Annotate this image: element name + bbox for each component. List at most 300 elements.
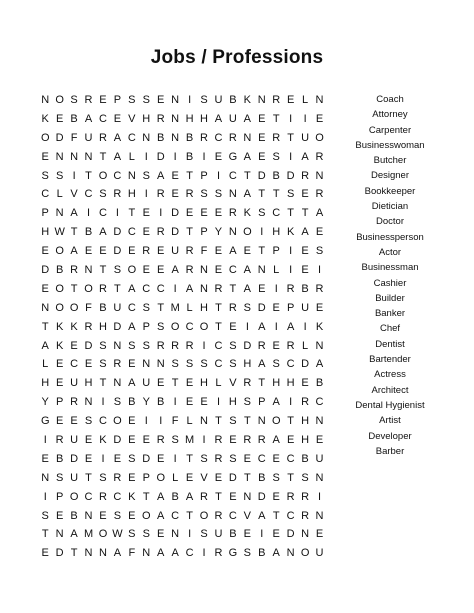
grid-letter[interactable]: S: [272, 471, 280, 484]
grid-letter[interactable]: N: [243, 131, 252, 144]
grid-letter[interactable]: R: [156, 112, 165, 125]
grid-letter[interactable]: A: [272, 396, 280, 409]
grid-letter[interactable]: R: [214, 547, 223, 560]
grid-letter[interactable]: S: [113, 509, 122, 522]
grid-letter[interactable]: N: [171, 528, 180, 541]
grid-letter[interactable]: S: [41, 169, 49, 182]
grid-letter[interactable]: S: [70, 93, 78, 106]
grid-letter[interactable]: N: [156, 358, 165, 371]
grid-letter[interactable]: T: [287, 207, 295, 220]
grid-letter[interactable]: S: [200, 188, 208, 201]
grid-letter[interactable]: R: [98, 282, 107, 295]
grid-letter[interactable]: R: [272, 131, 281, 144]
grid-letter[interactable]: R: [257, 433, 266, 446]
grid-letter[interactable]: R: [142, 245, 151, 258]
grid-letter[interactable]: R: [185, 263, 194, 276]
grid-letter[interactable]: I: [289, 263, 293, 276]
grid-letter[interactable]: N: [257, 263, 266, 276]
grid-letter[interactable]: I: [202, 433, 206, 446]
grid-letter[interactable]: E: [128, 415, 136, 428]
grid-letter[interactable]: U: [70, 377, 79, 390]
grid-letter[interactable]: A: [185, 282, 194, 295]
grid-letter[interactable]: B: [315, 377, 324, 390]
grid-letter[interactable]: S: [99, 188, 107, 201]
grid-letter[interactable]: D: [55, 547, 64, 560]
grid-letter[interactable]: N: [200, 263, 208, 276]
grid-letter[interactable]: E: [55, 415, 64, 428]
grid-letter[interactable]: E: [185, 207, 194, 220]
grid-letter[interactable]: C: [84, 490, 93, 503]
grid-letter[interactable]: S: [286, 188, 295, 201]
grid-letter[interactable]: C: [257, 452, 266, 465]
grid-letter[interactable]: N: [84, 263, 93, 276]
grid-letter[interactable]: C: [214, 358, 223, 371]
grid-letter[interactable]: R: [84, 320, 93, 333]
grid-letter[interactable]: E: [99, 509, 107, 522]
grid-letter[interactable]: F: [171, 415, 179, 428]
grid-letter[interactable]: R: [200, 131, 208, 144]
grid-letter[interactable]: B: [185, 150, 194, 163]
grid-letter[interactable]: L: [302, 339, 309, 352]
grid-letter[interactable]: H: [301, 433, 310, 446]
grid-letter[interactable]: E: [41, 452, 49, 465]
grid-letter[interactable]: O: [84, 282, 93, 295]
grid-letter[interactable]: N: [55, 528, 64, 541]
grid-letter[interactable]: R: [113, 188, 122, 201]
grid-letter[interactable]: N: [142, 358, 151, 371]
grid-letter[interactable]: O: [127, 263, 137, 276]
grid-letter[interactable]: O: [98, 169, 108, 182]
grid-letter[interactable]: R: [286, 282, 295, 295]
grid-letter[interactable]: B: [301, 282, 309, 295]
grid-letter[interactable]: B: [70, 112, 78, 125]
grid-letter[interactable]: A: [157, 490, 165, 503]
grid-letter[interactable]: T: [41, 320, 49, 333]
grid-letter[interactable]: I: [318, 263, 322, 276]
grid-letter[interactable]: D: [156, 150, 165, 163]
grid-letter[interactable]: C: [272, 207, 281, 220]
grid-letter[interactable]: T: [243, 471, 251, 484]
grid-letter[interactable]: I: [144, 150, 148, 163]
grid-letter[interactable]: A: [214, 112, 223, 125]
grid-letter[interactable]: A: [171, 547, 179, 560]
grid-letter[interactable]: R: [286, 490, 295, 503]
grid-letter[interactable]: D: [55, 131, 64, 144]
grid-letter[interactable]: A: [70, 207, 78, 220]
grid-letter[interactable]: I: [43, 490, 47, 503]
grid-letter[interactable]: A: [301, 150, 309, 163]
grid-letter[interactable]: E: [185, 377, 194, 390]
grid-letter[interactable]: D: [142, 452, 151, 465]
grid-letter[interactable]: I: [43, 433, 47, 446]
grid-letter[interactable]: R: [315, 150, 324, 163]
grid-letter[interactable]: B: [157, 131, 165, 144]
grid-letter[interactable]: N: [41, 93, 50, 106]
grid-letter[interactable]: N: [84, 509, 93, 522]
grid-letter[interactable]: E: [157, 528, 165, 541]
grid-letter[interactable]: Y: [41, 396, 49, 409]
grid-letter[interactable]: U: [70, 433, 79, 446]
grid-letter[interactable]: C: [98, 415, 107, 428]
grid-letter[interactable]: R: [185, 245, 194, 258]
grid-letter[interactable]: R: [286, 339, 295, 352]
grid-letter[interactable]: A: [99, 226, 107, 239]
grid-letter[interactable]: I: [115, 207, 119, 220]
grid-letter[interactable]: N: [200, 282, 208, 295]
grid-letter[interactable]: U: [315, 547, 324, 560]
grid-letter[interactable]: N: [228, 226, 237, 239]
grid-letter[interactable]: N: [142, 131, 151, 144]
grid-letter[interactable]: E: [55, 509, 64, 522]
grid-letter[interactable]: S: [55, 169, 64, 182]
grid-letter[interactable]: B: [157, 396, 165, 409]
grid-letter[interactable]: T: [215, 415, 222, 428]
grid-letter[interactable]: E: [171, 188, 179, 201]
grid-letter[interactable]: T: [243, 169, 251, 182]
grid-letter[interactable]: B: [55, 452, 64, 465]
grid-letter[interactable]: C: [127, 131, 136, 144]
grid-letter[interactable]: U: [301, 301, 310, 314]
grid-letter[interactable]: O: [55, 93, 64, 106]
grid-letter[interactable]: P: [200, 169, 208, 182]
grid-letter[interactable]: N: [113, 339, 122, 352]
grid-letter[interactable]: D: [257, 169, 266, 182]
grid-letter[interactable]: N: [84, 396, 93, 409]
grid-letter[interactable]: Y: [142, 396, 150, 409]
grid-letter[interactable]: N: [41, 471, 50, 484]
grid-letter[interactable]: A: [41, 339, 49, 352]
grid-letter[interactable]: D: [243, 339, 252, 352]
grid-letter[interactable]: C: [127, 226, 136, 239]
grid-letter[interactable]: N: [127, 169, 136, 182]
grid-letter[interactable]: E: [258, 131, 266, 144]
grid-letter[interactable]: A: [243, 263, 252, 276]
grid-letter[interactable]: V: [70, 188, 78, 201]
grid-letter[interactable]: H: [142, 112, 151, 125]
grid-letter[interactable]: O: [271, 415, 281, 428]
grid-letter[interactable]: S: [301, 471, 309, 484]
grid-letter[interactable]: I: [144, 188, 148, 201]
grid-letter[interactable]: N: [171, 112, 180, 125]
grid-letter[interactable]: T: [70, 226, 78, 239]
grid-letter[interactable]: R: [228, 131, 237, 144]
grid-letter[interactable]: S: [214, 188, 223, 201]
grid-letter[interactable]: E: [185, 396, 194, 409]
grid-letter[interactable]: E: [258, 150, 266, 163]
grid-letter[interactable]: T: [215, 301, 222, 314]
grid-letter[interactable]: I: [202, 150, 206, 163]
grid-letter[interactable]: W: [54, 226, 65, 239]
grid-letter[interactable]: A: [113, 131, 122, 144]
grid-letter[interactable]: U: [228, 112, 237, 125]
grid-letter[interactable]: D: [228, 471, 237, 484]
grid-letter[interactable]: T: [258, 377, 266, 390]
grid-letter[interactable]: T: [272, 509, 280, 522]
grid-letter[interactable]: I: [173, 150, 177, 163]
grid-letter[interactable]: S: [157, 320, 165, 333]
grid-letter[interactable]: F: [85, 301, 92, 314]
grid-letter[interactable]: L: [273, 263, 280, 276]
grid-letter[interactable]: E: [243, 245, 252, 258]
grid-letter[interactable]: E: [157, 93, 165, 106]
grid-letter[interactable]: E: [41, 150, 49, 163]
grid-letter[interactable]: R: [315, 282, 324, 295]
grid-letter[interactable]: R: [301, 490, 310, 503]
grid-letter[interactable]: T: [287, 415, 295, 428]
grid-letter[interactable]: H: [301, 415, 310, 428]
grid-letter[interactable]: R: [55, 433, 64, 446]
grid-letter[interactable]: S: [258, 207, 266, 220]
grid-letter[interactable]: R: [214, 509, 223, 522]
grid-letter[interactable]: I: [260, 528, 264, 541]
grid-letter[interactable]: I: [274, 282, 278, 295]
grid-letter[interactable]: L: [128, 150, 135, 163]
grid-letter[interactable]: E: [142, 207, 150, 220]
grid-letter[interactable]: N: [243, 490, 252, 503]
grid-letter[interactable]: T: [99, 263, 107, 276]
grid-letter[interactable]: T: [41, 528, 49, 541]
grid-letter[interactable]: T: [186, 452, 193, 465]
grid-letter[interactable]: R: [156, 433, 165, 446]
grid-letter[interactable]: K: [128, 490, 136, 503]
grid-letter[interactable]: R: [70, 396, 79, 409]
grid-letter[interactable]: C: [228, 509, 237, 522]
grid-letter[interactable]: E: [157, 377, 165, 390]
grid-letter[interactable]: S: [272, 358, 280, 371]
grid-letter[interactable]: W: [112, 528, 123, 541]
grid-letter[interactable]: U: [142, 377, 151, 390]
grid-letter[interactable]: B: [258, 547, 266, 560]
grid-letter[interactable]: K: [70, 320, 78, 333]
grid-letter[interactable]: S: [142, 339, 150, 352]
grid-letter[interactable]: S: [229, 415, 237, 428]
grid-letter[interactable]: T: [114, 282, 121, 295]
grid-letter[interactable]: N: [98, 547, 107, 560]
grid-letter[interactable]: E: [84, 245, 93, 258]
grid-letter[interactable]: A: [286, 320, 295, 333]
grid-letter[interactable]: I: [289, 245, 293, 258]
grid-letter[interactable]: T: [186, 169, 193, 182]
grid-letter[interactable]: A: [128, 377, 136, 390]
grid-letter[interactable]: T: [128, 207, 136, 220]
grid-letter[interactable]: R: [243, 377, 252, 390]
grid-letter[interactable]: R: [98, 131, 107, 144]
grid-letter[interactable]: U: [214, 528, 223, 541]
grid-letter[interactable]: E: [142, 263, 150, 276]
grid-letter[interactable]: I: [87, 207, 91, 220]
grid-letter[interactable]: O: [40, 131, 50, 144]
grid-letter[interactable]: E: [55, 112, 64, 125]
grid-letter[interactable]: E: [41, 282, 49, 295]
grid-letter[interactable]: N: [286, 547, 295, 560]
grid-letter[interactable]: V: [229, 377, 237, 390]
grid-letter[interactable]: G: [228, 547, 238, 560]
grid-letter[interactable]: I: [260, 226, 264, 239]
grid-letter[interactable]: R: [301, 169, 310, 182]
grid-letter[interactable]: B: [301, 452, 309, 465]
grid-letter[interactable]: S: [128, 528, 136, 541]
grid-letter[interactable]: E: [315, 528, 324, 541]
grid-letter[interactable]: I: [318, 490, 322, 503]
grid-letter[interactable]: P: [142, 320, 150, 333]
grid-letter[interactable]: R: [156, 226, 165, 239]
grid-letter[interactable]: U: [214, 93, 223, 106]
grid-letter[interactable]: S: [272, 150, 280, 163]
grid-letter[interactable]: H: [200, 377, 208, 390]
grid-letter[interactable]: R: [214, 433, 223, 446]
grid-letter[interactable]: R: [228, 207, 237, 220]
grid-letter[interactable]: N: [113, 377, 122, 390]
grid-letter[interactable]: N: [171, 93, 180, 106]
grid-letter[interactable]: A: [113, 547, 122, 560]
grid-letter[interactable]: S: [128, 452, 136, 465]
grid-letter[interactable]: A: [157, 509, 165, 522]
grid-letter[interactable]: T: [186, 509, 193, 522]
grid-letter[interactable]: A: [258, 509, 266, 522]
grid-letter[interactable]: S: [142, 301, 150, 314]
grid-letter[interactable]: C: [228, 169, 237, 182]
grid-letter[interactable]: D: [113, 226, 122, 239]
grid-letter[interactable]: S: [229, 358, 237, 371]
grid-letter[interactable]: B: [99, 301, 107, 314]
grid-letter[interactable]: L: [302, 93, 309, 106]
grid-letter[interactable]: T: [186, 226, 193, 239]
grid-letter[interactable]: E: [214, 471, 223, 484]
grid-letter[interactable]: T: [215, 490, 222, 503]
grid-letter[interactable]: T: [99, 150, 107, 163]
grid-letter[interactable]: E: [128, 471, 136, 484]
grid-letter[interactable]: U: [171, 245, 180, 258]
grid-letter[interactable]: R: [185, 188, 194, 201]
grid-letter[interactable]: N: [55, 207, 64, 220]
grid-letter[interactable]: M: [83, 528, 94, 541]
grid-letter[interactable]: E: [70, 339, 78, 352]
grid-letter[interactable]: D: [301, 358, 310, 371]
grid-letter[interactable]: A: [272, 433, 280, 446]
grid-letter[interactable]: O: [156, 471, 165, 484]
grid-letter[interactable]: H: [98, 320, 107, 333]
grid-letter[interactable]: S: [243, 301, 252, 314]
grid-letter[interactable]: A: [84, 112, 93, 125]
grid-letter[interactable]: P: [286, 301, 295, 314]
grid-letter[interactable]: B: [185, 131, 194, 144]
grid-letter[interactable]: U: [70, 471, 79, 484]
grid-letter[interactable]: A: [243, 188, 252, 201]
grid-letter[interactable]: N: [41, 301, 50, 314]
grid-letter[interactable]: A: [315, 207, 324, 220]
grid-letter[interactable]: E: [315, 433, 324, 446]
grid-letter[interactable]: T: [272, 112, 280, 125]
grid-letter[interactable]: N: [315, 415, 324, 428]
grid-letter[interactable]: F: [200, 245, 208, 258]
grid-letter[interactable]: R: [185, 339, 194, 352]
grid-letter[interactable]: H: [127, 188, 136, 201]
grid-letter[interactable]: B: [229, 93, 237, 106]
grid-letter[interactable]: T: [258, 245, 266, 258]
grid-letter[interactable]: T: [70, 282, 78, 295]
grid-letter[interactable]: O: [300, 547, 310, 560]
grid-letter[interactable]: P: [272, 245, 280, 258]
grid-letter[interactable]: D: [113, 433, 122, 446]
grid-letter[interactable]: S: [200, 358, 208, 371]
grid-letter[interactable]: N: [142, 547, 151, 560]
grid-letter[interactable]: H: [84, 377, 93, 390]
grid-letter[interactable]: H: [41, 226, 50, 239]
grid-letter[interactable]: R: [113, 471, 122, 484]
grid-letter[interactable]: A: [258, 358, 266, 371]
grid-letter[interactable]: C: [171, 509, 180, 522]
grid-letter[interactable]: P: [113, 93, 122, 106]
grid-letter[interactable]: A: [128, 320, 136, 333]
grid-letter[interactable]: V: [200, 471, 208, 484]
grid-letter[interactable]: L: [42, 358, 49, 371]
grid-letter[interactable]: E: [286, 93, 295, 106]
grid-letter[interactable]: E: [171, 169, 179, 182]
grid-letter[interactable]: N: [315, 169, 324, 182]
grid-letter[interactable]: R: [70, 263, 79, 276]
grid-letter[interactable]: C: [214, 131, 223, 144]
grid-letter[interactable]: C: [113, 490, 122, 503]
grid-letter[interactable]: T: [229, 282, 237, 295]
grid-letter[interactable]: E: [41, 245, 49, 258]
grid-letter[interactable]: T: [243, 415, 251, 428]
grid-letter[interactable]: M: [185, 433, 195, 446]
grid-letter[interactable]: N: [315, 509, 324, 522]
grid-letter[interactable]: R: [301, 396, 310, 409]
grid-letter[interactable]: T: [85, 169, 92, 182]
grid-letter[interactable]: O: [55, 245, 64, 258]
grid-letter[interactable]: I: [173, 452, 177, 465]
grid-letter[interactable]: B: [258, 471, 266, 484]
grid-letter[interactable]: I: [303, 112, 307, 125]
grid-letter[interactable]: V: [128, 112, 136, 125]
grid-letter[interactable]: N: [70, 150, 79, 163]
grid-letter[interactable]: O: [113, 415, 122, 428]
grid-letter[interactable]: I: [159, 415, 163, 428]
grid-letter[interactable]: E: [142, 433, 150, 446]
grid-letter[interactable]: E: [272, 301, 280, 314]
grid-letter[interactable]: R: [84, 93, 93, 106]
grid-letter[interactable]: O: [98, 528, 108, 541]
grid-letter[interactable]: L: [186, 415, 193, 428]
grid-letter[interactable]: S: [185, 358, 194, 371]
grid-letter[interactable]: E: [315, 226, 324, 239]
grid-letter[interactable]: S: [128, 339, 136, 352]
grid-letter[interactable]: H: [286, 377, 295, 390]
grid-letter[interactable]: E: [99, 93, 107, 106]
grid-letter[interactable]: R: [315, 188, 324, 201]
grid-letter[interactable]: F: [70, 131, 78, 144]
grid-letter[interactable]: S: [243, 396, 252, 409]
grid-letter[interactable]: R: [257, 339, 266, 352]
grid-letter[interactable]: I: [72, 169, 76, 182]
grid-letter[interactable]: I: [216, 396, 220, 409]
grid-letter[interactable]: T: [301, 207, 309, 220]
grid-letter[interactable]: E: [99, 245, 107, 258]
grid-letter[interactable]: E: [214, 150, 223, 163]
grid-letter[interactable]: C: [185, 547, 194, 560]
grid-letter[interactable]: R: [272, 93, 281, 106]
grid-letter[interactable]: S: [99, 339, 107, 352]
grid-letter[interactable]: E: [185, 471, 194, 484]
grid-letter[interactable]: A: [243, 282, 252, 295]
grid-letter[interactable]: D: [286, 528, 295, 541]
grid-letter[interactable]: A: [157, 169, 165, 182]
grid-letter[interactable]: E: [157, 263, 165, 276]
grid-letter[interactable]: E: [243, 452, 252, 465]
grid-letter[interactable]: S: [229, 452, 237, 465]
grid-letter[interactable]: A: [113, 150, 122, 163]
